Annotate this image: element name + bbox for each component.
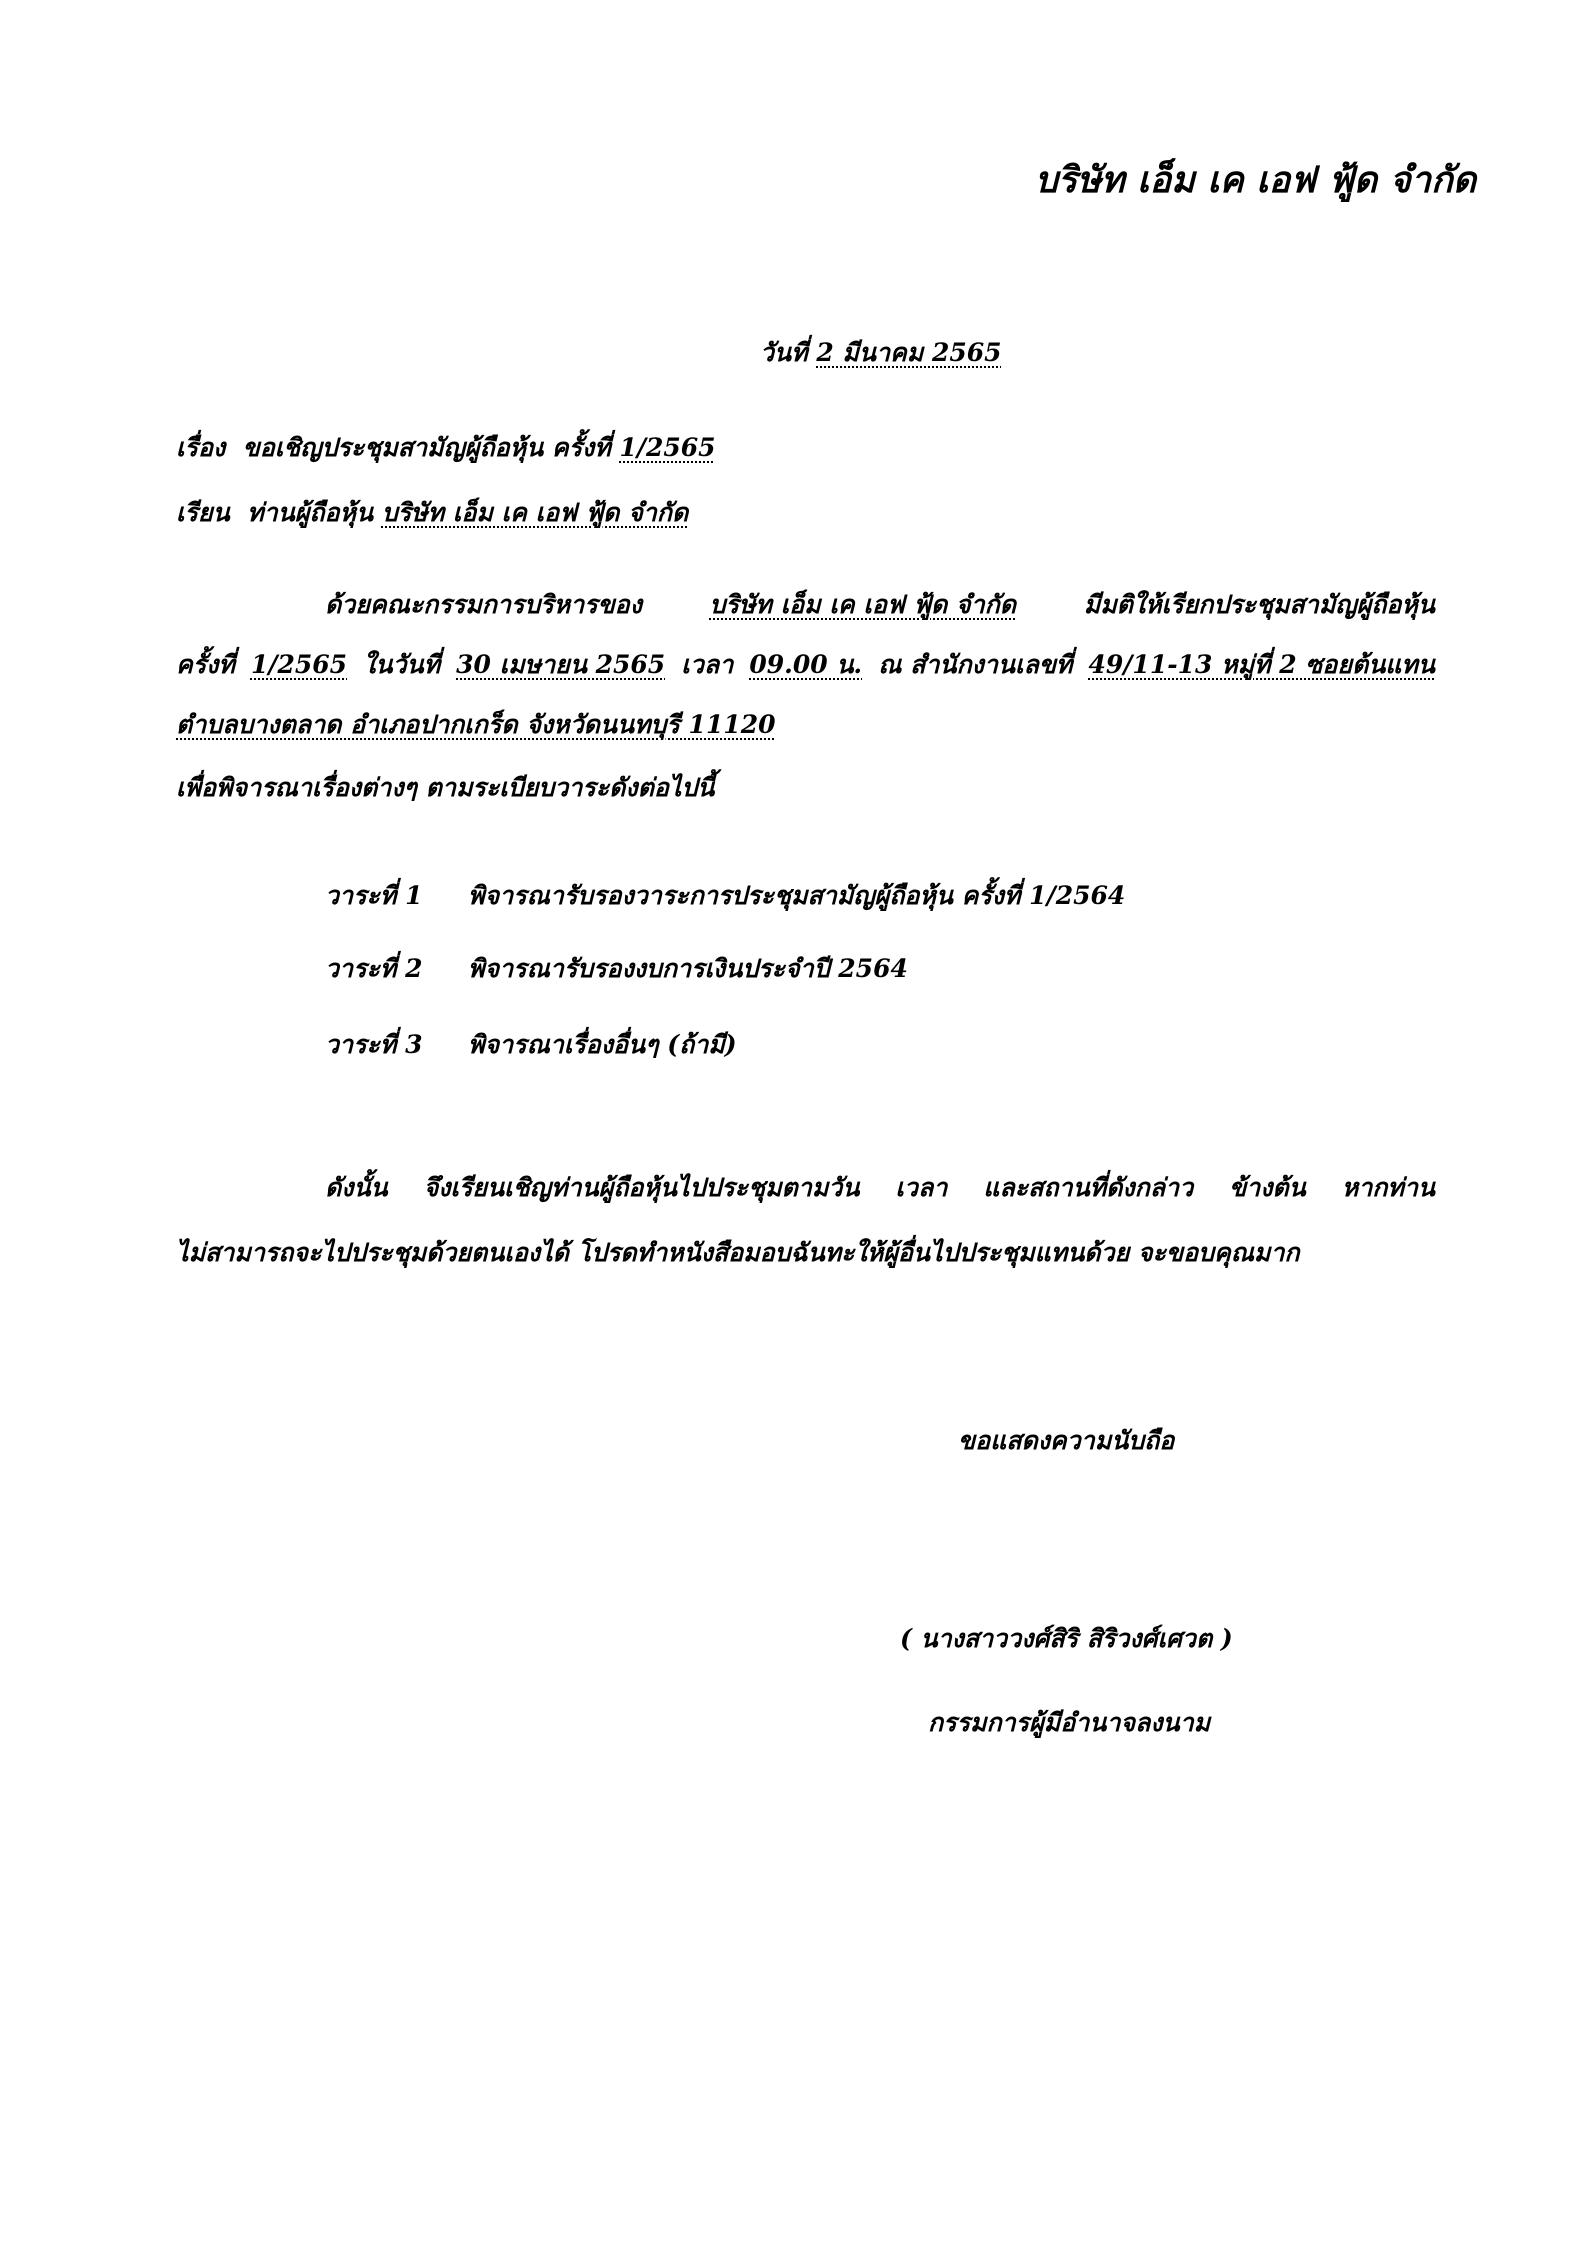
p1-line2-date: 30 เมษายน 2565 bbox=[456, 650, 666, 679]
closing-word-2: จึงเรียนเชิญท่านผู้ถือหุ้นไปประชุมตามวัน bbox=[423, 1173, 860, 1202]
agenda-item-2-number: วาระที่ 2 bbox=[325, 954, 423, 983]
subject-number: 1/2565 bbox=[619, 433, 716, 462]
p1-line2-address: 49/11-13 หมู่ที่ 2 ซอยต้นแทน bbox=[1088, 650, 1435, 679]
body-p1-line3-address: ตำบลบางตลาด อำเภอปากเกร็ด จังหวัดนนทบุรี 11120 bbox=[176, 710, 776, 739]
p1-line2-time: 09.00 น. bbox=[749, 650, 863, 679]
subject-text: ขอเชิญประชุมสามัญผู้ถือหุ้น ครั้งที่ bbox=[242, 433, 611, 462]
agenda-item-3-number: วาระที่ 3 bbox=[325, 1030, 423, 1059]
signatory-name: ( นางสาววงศ์สิริ สิริวงศ์เศวต ) bbox=[900, 1624, 1233, 1653]
body-p1-line1 bbox=[325, 592, 1435, 617]
agenda-item-2-text: พิจารณารับรองงบการเงินประจำปี 2564 bbox=[468, 954, 908, 983]
p1-line2-venue-label: ณ สำนักงานเลขที่ bbox=[878, 650, 1073, 679]
p1-line1-resolution: มีมติให้เรียกประชุมสามัญผู้ถือหุ้น bbox=[1083, 590, 1435, 619]
agenda-item-3-text: พิจารณาเรื่องอื่นๆ (ถ้ามี) bbox=[468, 1030, 737, 1059]
closing-word-4: และสถานที่ดังกล่าว bbox=[983, 1173, 1194, 1202]
closing-word-1: ดังนั้น bbox=[325, 1173, 388, 1202]
agenda-item-1-text: พิจารณารับรองวาระการประชุมสามัญผู้ถือหุ้น ครั้งที่ 1/2564 bbox=[468, 881, 1126, 910]
p1-line1-company: บริษัท เอ็ม เค เอฟ ฟู้ด จำกัด bbox=[709, 590, 1016, 619]
closing-word-3: เวลา bbox=[895, 1173, 948, 1202]
recipient-label: เรียน bbox=[176, 498, 230, 527]
signatory-title: กรรมการผู้มีอำนาจลงนาม bbox=[928, 1708, 1211, 1737]
date-prefix: วันที่ bbox=[760, 338, 808, 367]
date-value: 2 มีนาคม 2565 bbox=[816, 338, 1002, 367]
body-p1-line2 bbox=[176, 652, 1435, 677]
agenda-item-1-number: วาระที่ 1 bbox=[325, 881, 423, 910]
closing-word-5: ข้างต้น bbox=[1229, 1173, 1306, 1202]
p1-line2-meeting-no: 1/2565 bbox=[250, 650, 348, 679]
body-p1-line4: เพื่อพิจารณาเรื่องต่างๆ ตามระเบียบวาระดังต่อไปนี้ bbox=[176, 773, 715, 802]
p1-line2-meeting-no-label: ครั้งที่ bbox=[176, 650, 235, 679]
recipient-company: บริษัท เอ็ม เค เอฟ ฟู้ด จำกัด bbox=[381, 498, 689, 527]
recipient-line bbox=[176, 500, 688, 525]
p1-line1-intro: ด้วยคณะกรรมการบริหารของ bbox=[325, 590, 642, 619]
date-line bbox=[760, 340, 1002, 365]
subject-label: เรื่อง bbox=[176, 433, 226, 462]
subject-line bbox=[176, 435, 716, 460]
closing-p2-line2: ไม่สามารถจะไปประชุมด้วยตนเองได้ โปรดทำหนังสือมอบฉันทะให้ผู้อื่นไปประชุมแทนด้วย จะขอบคุณมาก bbox=[176, 1238, 1300, 1267]
closing-p2-line1 bbox=[325, 1175, 1435, 1200]
p1-line2-time-label: เวลา bbox=[681, 650, 734, 679]
closing-regards: ขอแสดงความนับถือ bbox=[958, 1426, 1175, 1455]
company-name: บริษัท เอ็ม เค เอฟ ฟู้ด จำกัด bbox=[1035, 159, 1477, 201]
p1-line2-date-label: ในวันที่ bbox=[363, 650, 441, 679]
closing-word-6: หากท่าน bbox=[1341, 1173, 1435, 1202]
recipient-text: ท่านผู้ถือหุ้น bbox=[247, 498, 374, 527]
